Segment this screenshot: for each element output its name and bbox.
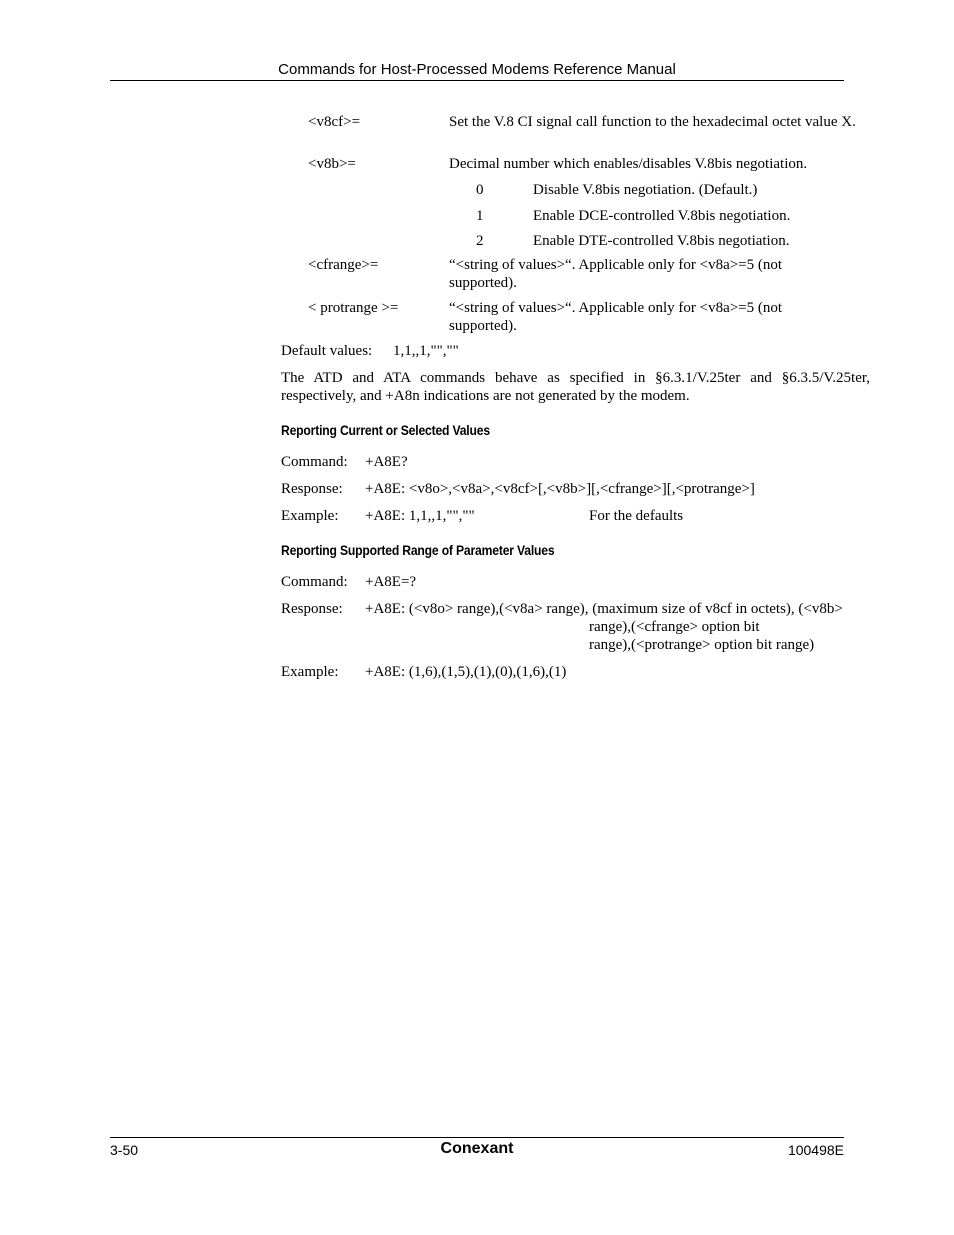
v8b-option-value: 0 (476, 182, 484, 198)
response-value-line1: +A8E: (<v8o> range),(<v8a> range), (maximum size of v8cf in octets), (<v8b> (365, 601, 843, 617)
page-header-title: Commands for Host-Processed Modems Reference Manual (278, 61, 676, 78)
section-heading-current: Reporting Current or Selected Values (281, 423, 490, 438)
response-label: Response: (281, 481, 343, 497)
response-value: +A8E: <v8o>,<v8a>,<v8cf>[,<v8b>][,<cfrange>][,<protrange>] (365, 481, 755, 497)
default-values-value: 1,1,,1,"","" (393, 343, 459, 359)
behavior-paragraph: The ATD and ATA commands behave as specified in §6.3.1/V.25ter and §6.3.5/V.25ter, respectively, and +A8n indications are not generated by the modem. (281, 370, 870, 404)
param-name-protrange: < protrange >= (308, 300, 399, 316)
example-label: Example: (281, 664, 339, 680)
param-name-v8b: <v8b>= (308, 156, 356, 172)
command-value: +A8E=? (365, 574, 417, 590)
footer-page-number: 3-50 (110, 1142, 139, 1158)
v8b-option-desc: Enable DCE-controlled V.8bis negotiation. (533, 208, 791, 224)
footer-doc-number: 100498E (787, 1142, 844, 1158)
footer-rule (110, 1137, 844, 1138)
param-name-cfrange: <cfrange>= (308, 257, 379, 273)
example-value: +A8E: 1,1,,1,"","" (365, 508, 475, 524)
example-note: For the defaults (589, 508, 684, 524)
command-value: +A8E? (365, 454, 408, 470)
response-label: Response: (281, 601, 343, 617)
v8b-option-value: 2 (476, 233, 484, 249)
default-values-label: Default values: (281, 343, 373, 359)
v8b-option-value: 1 (476, 208, 484, 224)
response-value-line3: range),(<protrange> option bit range) (589, 637, 815, 653)
header-rule (110, 80, 844, 81)
param-desc-v8cf: Set the V.8 CI signal call function to the hexadecimal octet value X. (449, 114, 856, 130)
example-value: +A8E: (1,6),(1,5),(1),(0),(1,6),(1) (365, 664, 567, 680)
section-heading-supported: Reporting Supported Range of Parameter Values (281, 543, 555, 558)
response-value-line2: range),(<cfrange> option bit (589, 619, 760, 635)
command-label: Command: (281, 454, 348, 470)
v8b-option-desc: Enable DTE-controlled V.8bis negotiation. (533, 233, 790, 249)
param-name-v8cf: <v8cf>= (308, 114, 361, 130)
param-desc-cfrange: “<string of values>“. Applicable only for <v8a>=5 (not supported). (449, 257, 783, 291)
footer-company: Conexant (440, 1140, 514, 1157)
v8b-option-desc: Disable V.8bis negotiation. (Default.) (533, 182, 758, 198)
command-label: Command: (281, 574, 348, 590)
param-desc-protrange: “<string of values>“. Applicable only for <v8a>=5 (not supported). (449, 300, 783, 334)
param-desc-v8b: Decimal number which enables/disables V.8bis negotiation. (449, 156, 808, 172)
example-label: Example: (281, 508, 339, 524)
